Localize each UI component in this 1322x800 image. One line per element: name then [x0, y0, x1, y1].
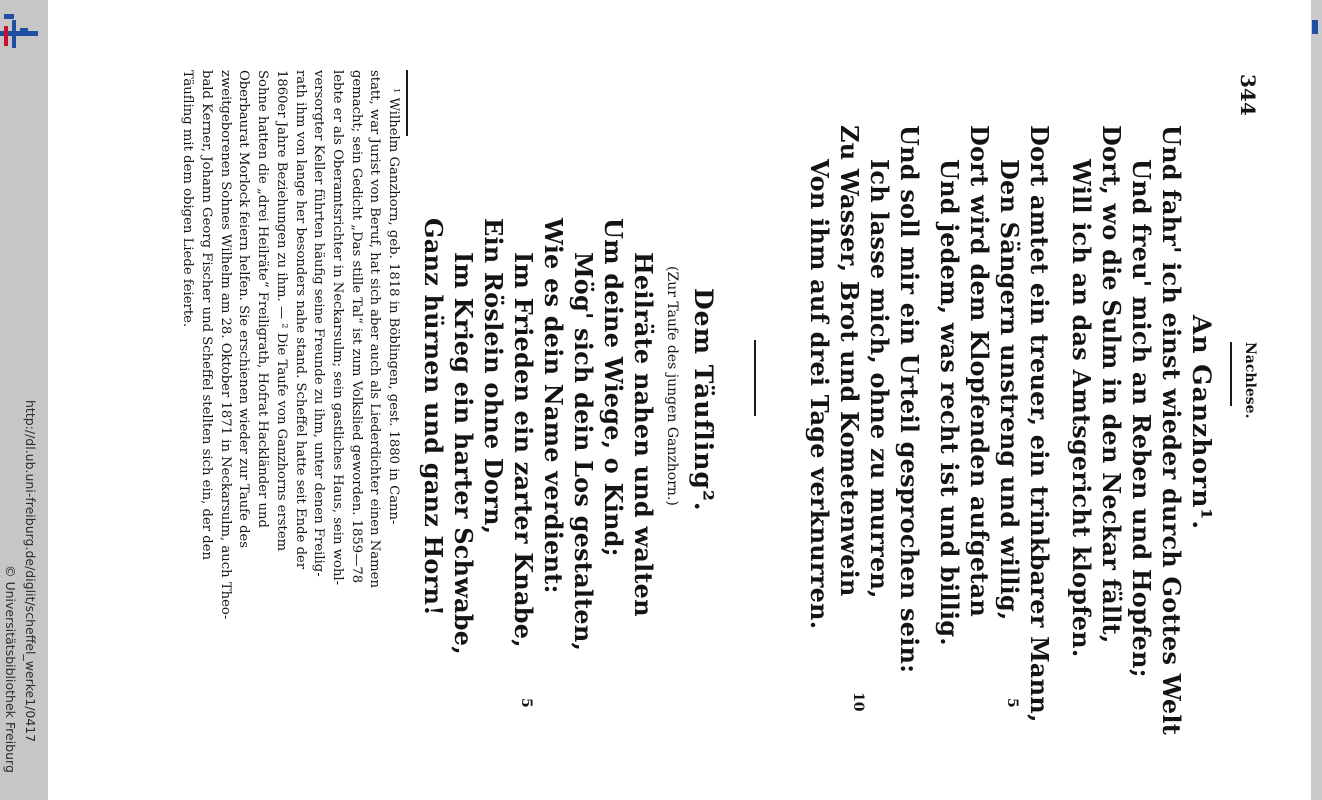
- page-nav-icon[interactable]: [1312, 20, 1318, 34]
- line-number: 10: [850, 692, 866, 712]
- poem-line: Dort wird dem Klopfenden aufgetan: [965, 125, 994, 617]
- poem-line: Ich lasse mich, ohne zu murren,: [865, 159, 894, 599]
- poem-line: Im Frieden ein zarter Knabe,: [509, 252, 538, 648]
- poem-body: [418, 218, 658, 655]
- footnote-line: Sohne hatten die „drei Heilräte“ Freiligrath, Hofrat Hackländer und: [255, 70, 271, 528]
- footnote-line: rath ihm von lange her besonders nahe stand. Scheffel hatte seit Ende der: [292, 70, 308, 570]
- poem-line: Ein Röslein ohne Dorn,: [479, 218, 508, 535]
- poem-line: Um deine Wiege, o Kind;: [599, 218, 628, 557]
- poem-line: Dort, wo die Sulm in den Neckar fällt,: [1097, 125, 1126, 644]
- poem-title: Dem Täufling².: [689, 288, 718, 512]
- footnote-line: Oberbaurat Morlock feiern helfen. Sie erschienen wieder zur Taufe des: [236, 70, 252, 549]
- poem-line: Von ihm auf drei Tage verknurren.: [805, 159, 834, 630]
- footnote-line: Täufling mit dem obigen Liede feierte.: [180, 70, 196, 328]
- poem-title: An Ganzhorn¹.: [1187, 315, 1216, 531]
- poem-line: Und freu' mich an Reben und Hopfen;: [1127, 159, 1156, 678]
- footnote-rule: [407, 70, 409, 136]
- page-number: 344: [1236, 74, 1260, 116]
- footnote-line: lebte er als Oberamtsrichter in Neckarsulm; sein gastliches Haus, sein wohl-: [329, 70, 345, 586]
- poem-subtitle: (Zur Taufe des jungen Ganzhorn.): [664, 266, 680, 506]
- footnote: [178, 70, 402, 710]
- poem-line: Heilräte nahen und walten: [629, 252, 658, 617]
- poem-line: Will ich an das Amtsgericht klopfen.: [1067, 159, 1096, 658]
- poem-line: Dort amtet ein treuer, ein trinkbarer Mann,: [1025, 125, 1054, 723]
- poem-stanza: [804, 125, 924, 673]
- footnote-line: zweitgeborenen Sohnes Wilhelm am 28. Oktober 1871 in Neckarsulm, auch Theo-: [217, 70, 233, 620]
- poem-stanza: [934, 125, 1054, 723]
- footnote-line: 1860er Jahre Beziehungen zu ihm. — ² Die Taufe von Ganzhorns erstem: [273, 70, 289, 552]
- poem-stanza: [1066, 125, 1186, 735]
- footnote-line: bald Kerner, Johann Georg Fischer und Scheffel stellten sich ein, der den: [199, 70, 215, 561]
- poem-line: Im Krieg ein harter Schwabe,: [449, 252, 478, 655]
- poem-line: Und fahr' ich einst wieder durch Gottes Welt: [1157, 125, 1186, 735]
- section-rule: [755, 340, 757, 416]
- copyright-notice: © Universitätsbibliothek Freiburg: [3, 565, 18, 773]
- viewer-sidebar: [0, 0, 48, 800]
- line-number: 5: [1004, 698, 1020, 708]
- poem-line: Ganz hürnen und ganz Horn!: [419, 218, 448, 616]
- poem-line: Den Sängern unstreng und willig,: [995, 159, 1024, 621]
- poem-line: Und soll mir ein Urteil gesprochen sein:: [895, 125, 924, 674]
- footnote-line: ¹ Wilhelm Ganzhorn, geb. 1818 in Böblingen, gest. 1880 in Cann-: [386, 88, 401, 525]
- header-rule: [1231, 342, 1233, 406]
- poem-line: Und jedem, was recht ist und billig.: [935, 159, 964, 646]
- poem-line: Wie es dein Name verdient:: [539, 218, 568, 594]
- poem-line: Zu Wasser, Brot und Kometenwein: [835, 125, 864, 597]
- running-header: Nachlese.: [1242, 342, 1258, 419]
- line-number: 5: [518, 698, 534, 708]
- source-url[interactable]: http://dl.ub.uni-freiburg.de/diglit/scheffel_werke1/0417: [23, 400, 38, 743]
- footnote-line: gemacht; sein Gedicht „Das stille Tal“ ist zum Volkslied geworden. 1859—78: [348, 70, 364, 584]
- scanned-page: [160, 70, 1260, 735]
- footnote-line: statt, war Jurist von Beruf, hat sich aber auch als Liederdichter einen Namen: [367, 70, 383, 588]
- footnote-line: versorgter Keller führten häufig seine Freunde zu ihm, unter denen Freilig-: [311, 70, 327, 577]
- poem-line: Mög' sich dein Los gestalten,: [569, 252, 598, 652]
- viewer-scrollbar[interactable]: [1311, 0, 1322, 800]
